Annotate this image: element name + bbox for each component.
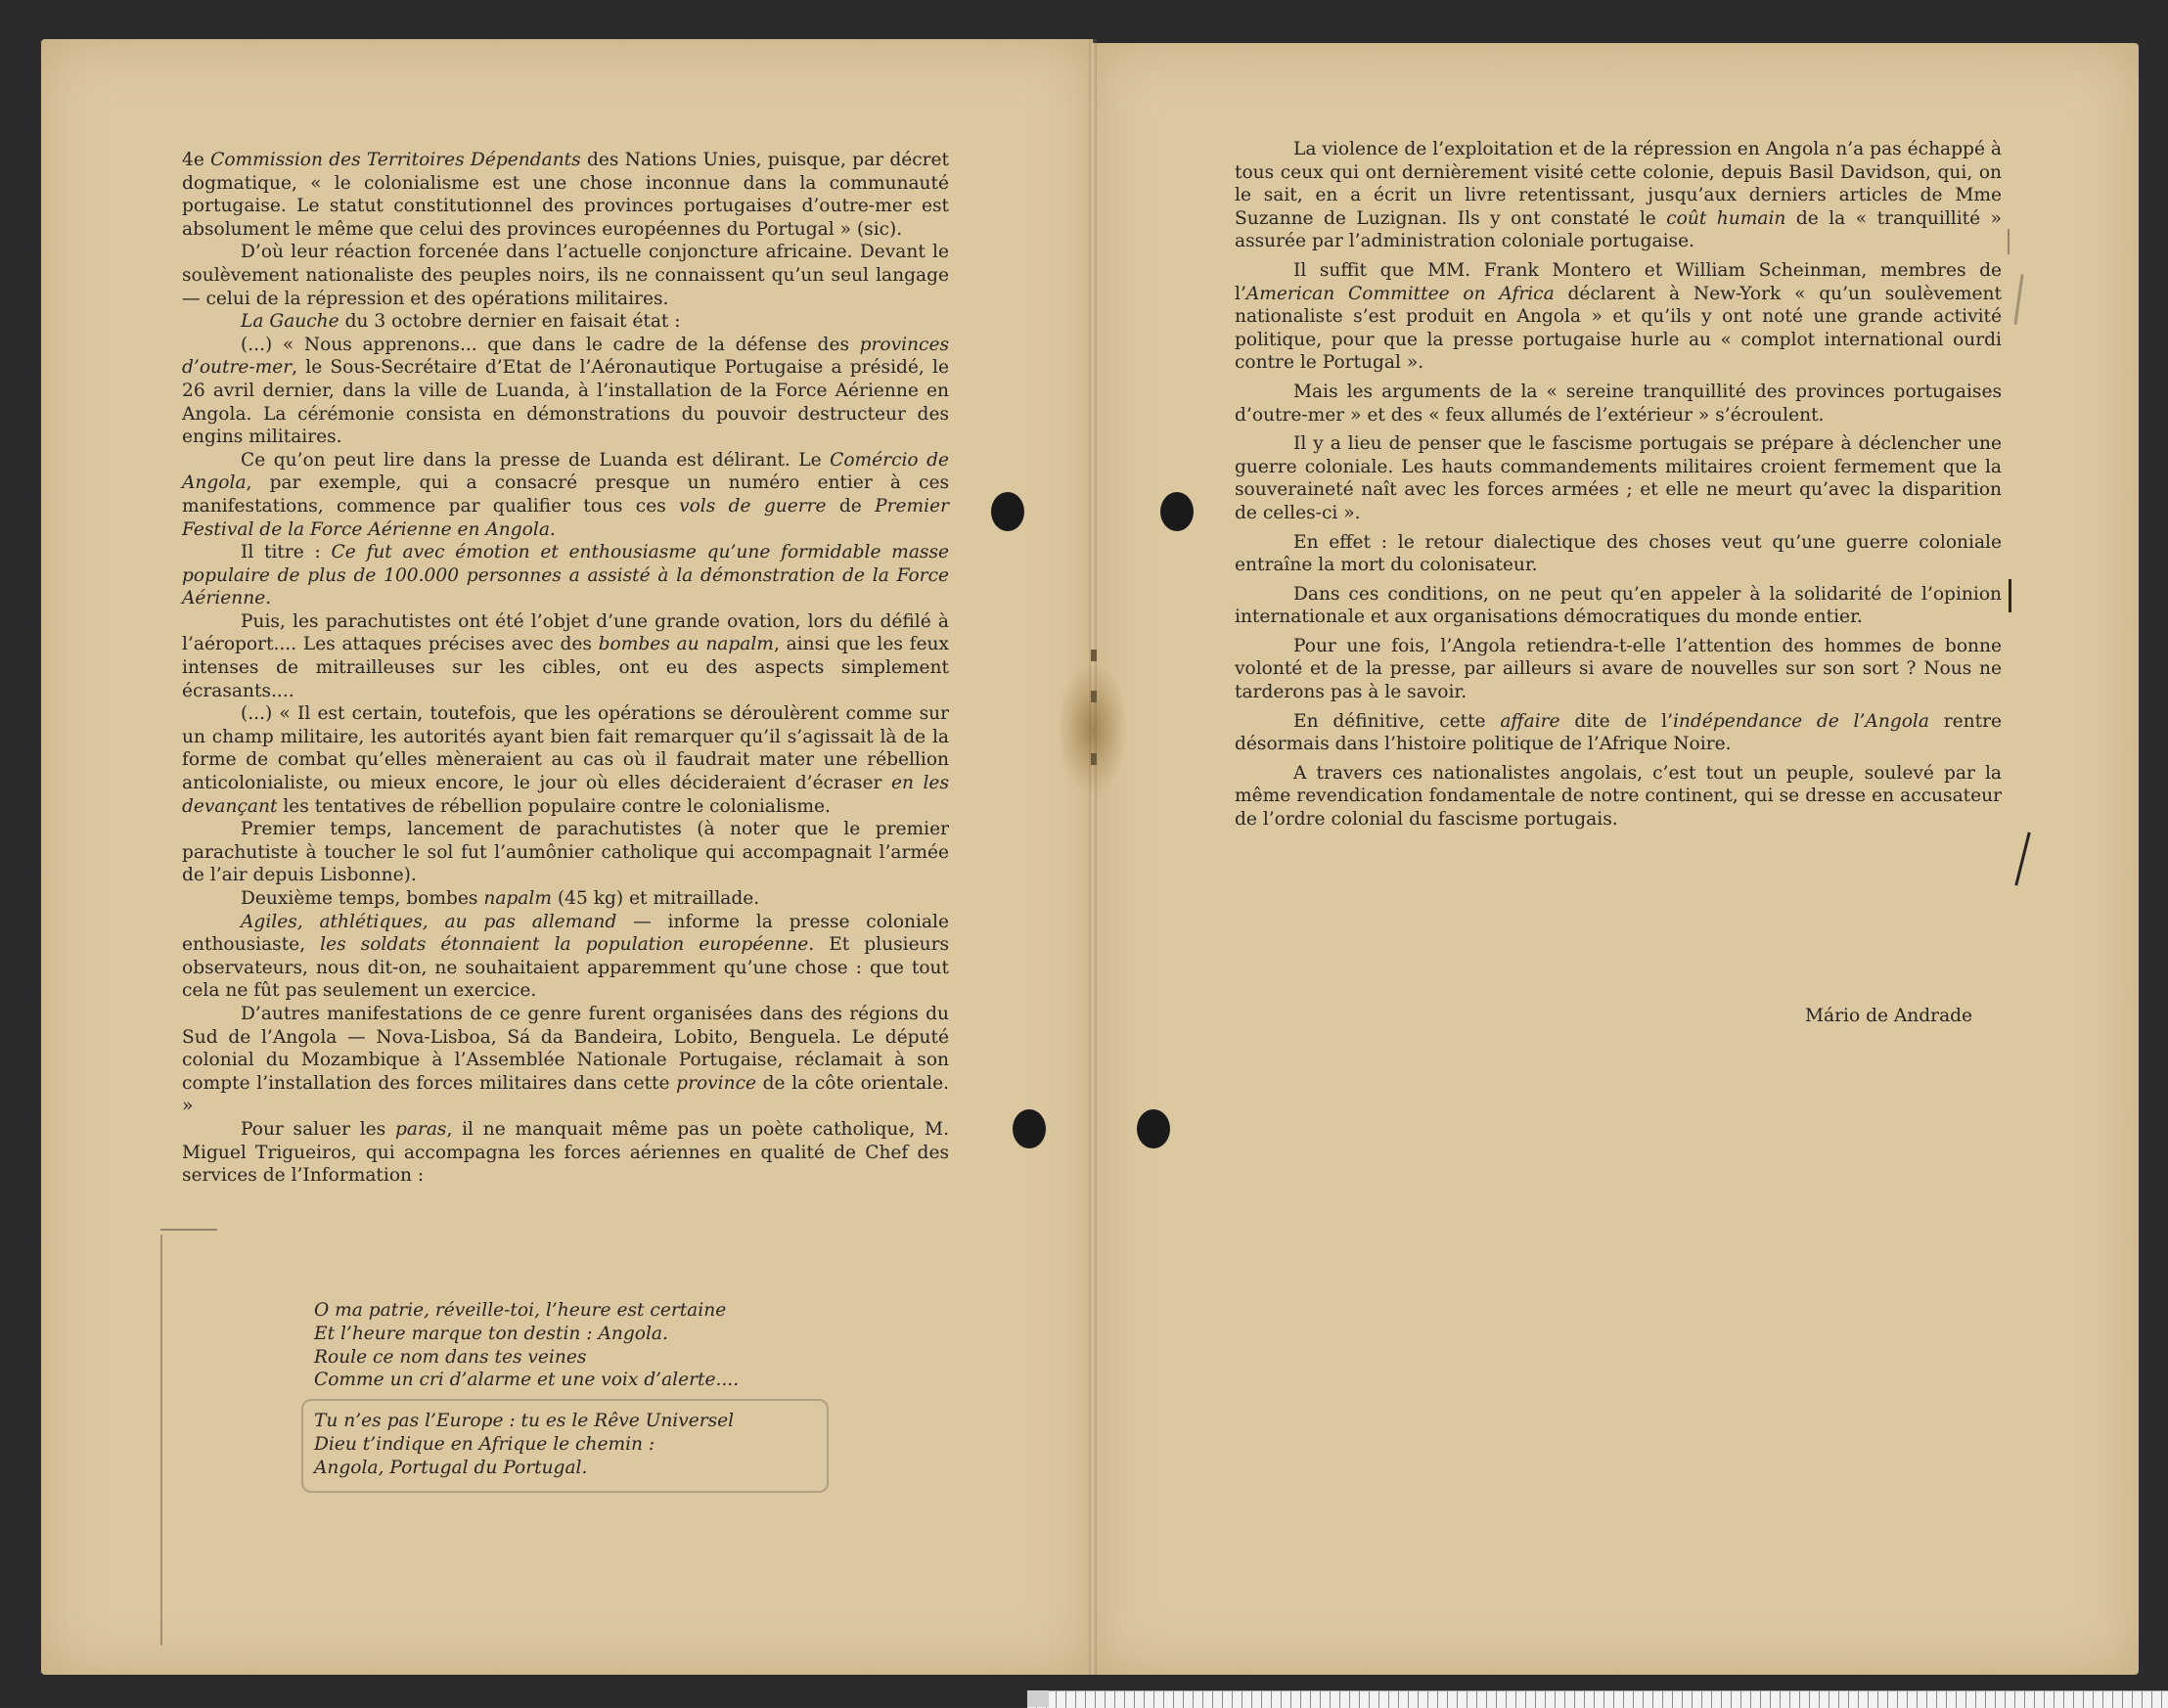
center-fold xyxy=(1089,39,1097,1675)
paragraph: Pour saluer les paras, il ne manquait même pas un poète catholique, M. Miguel Trigueiros, qui accompagna les forces aériennes en qualité de Chef des services de l’Information : xyxy=(182,1118,950,1187)
paragraph: Pour une fois, l’Angola retiendra-t-elle l’attention des hommes de bonne volonté et de la presse, par ailleurs si avare de nouvelles sur son sort ? Nous ne tarderons pas à le savoir. xyxy=(1235,635,2002,703)
paragraph: D’autres manifestations de ce genre furent organisées dans des régions du Sud de l’Angola — Nova-Lisboa, Sá da Bandeira, Lobito, Benguela. Le député colonial du Mozambique à l’Assemblée Nationale Portugaise, réclamait à son compte l’installation des forces militaires dans cette province de la côte orientale. » xyxy=(182,1003,950,1117)
paragraph: Ce qu’on peut lire dans la presse de Luanda est délirant. Le Comércio de Angola, par exemple, qui a consacré presque un numéro entier à ces manifestations, commence par qualifier tous ces vols de guerre de Premier Festival de la Force Aérienne en Angola. xyxy=(182,449,949,540)
paragraph: La Gauche du 3 octobre dernier en faisait état : xyxy=(241,311,681,333)
staple-top xyxy=(1091,650,1097,661)
poem-line: Tu n’es pas l’Europe : tu es le Rêve Universel xyxy=(314,1411,735,1431)
paragraph: Il suffit que MM. Frank Montero et William Scheinman, membres de l’American Committee on Africa déclarent à New-York « qu’un soulèvement nationaliste s’est produit en Angola » et qu’ils y ont noté une grande activité politique, pour que la presse portugaise hurle au « complot international ourdi contre le Portugal ». xyxy=(1235,259,2002,374)
poem-stanza-2 xyxy=(314,1410,734,1479)
poem-line: Roule ce nom dans tes veines xyxy=(314,1346,587,1368)
paragraph: Mais les arguments de la « sereine tranquillité des provinces portugaises d’outre-mer » et des « feux allumés de l’extérieur » s’écroulent. xyxy=(1235,381,2002,426)
poem-line: O ma patrie, réveille-toi, l’heure est certaine xyxy=(314,1300,727,1321)
paragraph: Agiles, athlétiques, au pas allemand — informe la presse coloniale enthousiaste, les soldats étonnaient la population européenne. Et plusieurs observateurs, nous dit-on, ne souhaitaient apparemment qu’une chose : que tout cela ne fût pas seulement un exercice. xyxy=(182,911,950,1002)
staple-bottom xyxy=(1091,753,1097,765)
paragraph: A travers ces nationalistes angolais, c’est tout un peuple, soulevé par la même revendication fondamentale de notre continent, qui se dresse en accusateur de l’ordre colonial du fascisme portugais. xyxy=(1235,762,2002,831)
paragraph: Il y a lieu de penser que le fascisme portugais se prépare à déclencher une guerre coloniale. Les hauts commandements militaires croient fermement que la souveraineté naît avec les forces armées ; et elle ne meurt qu’avec la disparition de celles-ci ». xyxy=(1235,433,2002,523)
paragraph: Dans ces conditions, on ne peut qu’en appeler à la solidarité de l’opinion internationale et aux organisations démocratiques du monde entier. xyxy=(1235,583,2002,628)
pencil-margin-mark xyxy=(2008,229,2010,254)
paragraph: (...) « Il est certain, toutefois, que les opérations se déroulèrent comme sur un champ militaire, les autorités ayant bien fait remarquer qu’il s’agissait là de la forme de combat qu’elles mèneraient au cas où il faudrait mater une rébellion anticolonialiste, ou mieux encore, le jour où elles décideraient d’écraser en les devançant les tentatives de rébellion populaire contre le colonialisme. xyxy=(182,703,949,817)
scale-ruler-end xyxy=(1027,1690,1049,1707)
paragraph: La violence de l’exploitation et de la répression en Angola n’a pas échappé à tous ceux qui ont dernièrement visité cette colonie, depuis Basil Davidson, qui, on le sait, en a écrit un livre retentissant, jusqu’aux derniers articles de Mme Suzanne de Luzignan. Ils y ont constaté le coût humain de la « tranquillité » assurée par l’administration coloniale portugaise. xyxy=(1235,139,2002,252)
paragraph: En définitive, cette affaire dite de l’indépendance de l’Angola rentre désormais dans l’histoire politique de l’Afrique Noire. xyxy=(1235,710,2002,755)
paragraph: (...) « Nous apprenons... que dans le cadre de la défense des provinces d’outre-mer, le Sous-Secrétaire d’Etat de l’Aéronautique Portugaise a présidé, le 26 avril dernier, dans la ville de Luanda, à l’installation de la Force Aérienne en Angola. La cérémonie consista en démonstrations du pouvoir destructeur des engins militaires. xyxy=(182,334,949,448)
paragraph: Il titre : Ce fut avec émotion et enthousiasme qu’une formidable masse populaire de plus de 100.000 personnes a assisté à la démonstration de la Force Aérienne. xyxy=(182,542,949,609)
paragraph: Puis, les parachutistes ont été l’objet d’une grande ovation, lors du défilé à l’aéroport.... Les attaques précises avec des bombes au napalm, ainsi que les feux intenses de mitrailleuses sur les cibles, ont eu des aspects simplement écrasants.... xyxy=(182,610,949,701)
paragraph: D’où leur réaction forcenée dans l’actuelle conjoncture africaine. Devant le soulèvement nationaliste des peuples noirs, ils ne connaissent qu’un seul langage — celui de la répression et des opérations militaires. xyxy=(182,242,949,309)
punch-hole xyxy=(1160,492,1194,531)
poem-line: Dieu t’indique en Afrique le chemin : xyxy=(314,1433,655,1455)
poem-line: Et l’heure marque ton destin : Angola. xyxy=(314,1323,668,1344)
staple-mid xyxy=(1091,691,1097,702)
punch-hole xyxy=(991,492,1024,531)
poem-stanza-1 xyxy=(314,1299,739,1392)
paragraph: En effet : le retour dialectique des choses veut qu’une guerre coloniale entraîne la mort du colonisateur. xyxy=(1235,531,2002,576)
punch-hole xyxy=(1013,1109,1046,1148)
right-text-column xyxy=(1235,138,2002,832)
paragraph: Premier temps, lancement de parachutistes (à noter que le premier parachutiste à toucher le sol fut l’aumônier catholique qui accompagnait l’armée de l’air depuis Lisbonne). xyxy=(182,819,949,886)
left-text-column xyxy=(182,149,949,1188)
author-signature: Mário de Andrade xyxy=(1805,1006,1973,1026)
punch-hole xyxy=(1137,1109,1170,1148)
paragraph: Deuxième temps, bombes napalm (45 kg) et mitraillade. xyxy=(241,888,760,909)
ink-margin-mark xyxy=(2009,579,2011,612)
scale-ruler xyxy=(1027,1690,2168,1708)
paragraph: 4e Commission des Territoires Dépendants des Nations Unies, puisque, par décret dogmatique, « le colonialisme est une chose inconnue dans la communauté portugaise. Le statut constitutionnel des provinces portugaises d’outre-mer est absolument le même que celui des provinces européennes du Portugal » (sic). xyxy=(182,150,950,240)
pencil-margin-mark xyxy=(160,1235,162,1645)
staple-rust-stain xyxy=(1059,665,1127,792)
poem-line: Comme un cri d’alarme et une voix d’alerte.... xyxy=(314,1370,740,1391)
pencil-margin-mark xyxy=(160,1229,217,1231)
poem-line: Angola, Portugal du Portugal. xyxy=(314,1457,588,1478)
